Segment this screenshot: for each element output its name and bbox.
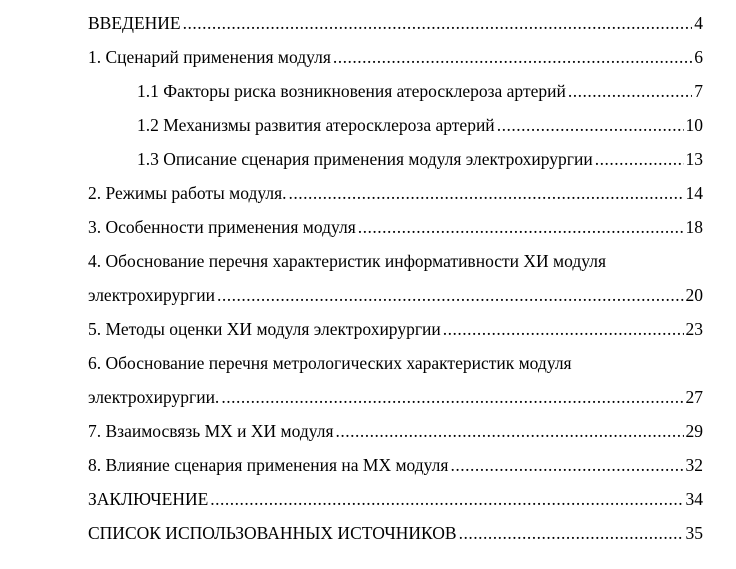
toc-leader-dots [336,420,684,442]
toc-entry-title: 1.2 Механизмы развития атеросклероза артерий [137,115,495,135]
toc-page-number: 34 [685,489,703,509]
toc-page-number: 32 [685,455,703,475]
toc-leader-dots [595,148,684,170]
toc-entry-section-1-3 [137,136,703,170]
toc-entry-title: ВВЕДЕНИЕ [88,13,181,33]
toc-page-number: 29 [685,421,703,441]
toc-leader-dots [358,216,684,238]
toc-page-number: 27 [685,387,703,407]
toc-entry-chapter-2 [88,170,703,204]
toc-entry-section-1-2 [137,102,703,136]
toc-entry-title: 8. Влияние сценария применения на МХ модуля [88,455,449,475]
toc-entry-chapter-1 [88,34,703,68]
toc-leader-dots [333,46,692,68]
toc-entry-title: 1.3 Описание сценария применения модуля электрохирургии [137,149,593,169]
toc-entry-title: 2. Режимы работы модуля. [88,183,287,203]
toc-leader-dots [289,182,684,204]
toc-page-number: 6 [694,47,703,67]
toc-entry-chapter-7 [88,408,703,442]
toc-page-number: 4 [694,13,703,33]
toc-entry-section-1-1 [137,68,703,102]
toc-entry-title: 6. Обоснование перечня метрологических характеристик модуля [88,353,572,373]
toc-leader-dots [183,12,693,34]
toc-entry-title: 5. Методы оценки ХИ модуля электрохирургии [88,319,441,339]
toc-leader-dots [221,386,683,408]
toc-entry-references [88,510,703,544]
toc-entry-title-continuation: электрохирургии. [88,387,220,407]
toc-leader-dots [443,318,684,340]
toc-entry-title: 7. Взаимосвязь МХ и ХИ модуля [88,421,334,441]
toc-entry-chapter-4-continuation [88,272,703,306]
toc-entry-title: 4. Обоснование перечня характеристик информативности ХИ модуля [88,251,607,271]
toc-leader-dots [459,522,684,544]
toc-entry-introduction [88,0,703,34]
toc-leader-dots [497,114,684,136]
toc-entry-chapter-5 [88,306,703,340]
toc-leader-dots [568,80,692,102]
toc-page-number: 7 [694,81,703,101]
toc-entry-title-continuation: электрохирургии [88,285,215,305]
toc-entry-title: 1.1 Факторы риска возникновения атеросклероза артерий [137,81,566,101]
toc-page-number: 35 [685,523,703,543]
toc-entry-chapter-8 [88,442,703,476]
toc-leader-dots [210,488,683,510]
toc-entry-title: ЗАКЛЮЧЕНИЕ [88,489,209,509]
toc-entry-title: 1. Сценарий применения модуля [88,47,331,67]
toc-page-number: 14 [685,183,703,203]
toc-page-number: 13 [685,149,703,169]
toc-leader-dots [450,454,683,476]
toc-page-number: 18 [685,217,703,237]
toc-entry-title: СПИСОК ИСПОЛЬЗОВАННЫХ ИСТОЧНИКОВ [88,523,457,543]
toc-entry-chapter-6-continuation [88,374,703,408]
toc-entry-chapter-4 [88,238,606,272]
toc-page-number: 20 [685,285,703,305]
toc-leader-dots [217,284,684,306]
toc-entry-title: 3. Особенности применения модуля [88,217,356,237]
toc-page-number: 23 [685,319,703,339]
toc-page-number: 10 [685,115,703,135]
toc-entry-chapter-6 [88,340,572,374]
toc-entry-chapter-3 [88,204,703,238]
toc-entry-conclusion [88,476,703,510]
